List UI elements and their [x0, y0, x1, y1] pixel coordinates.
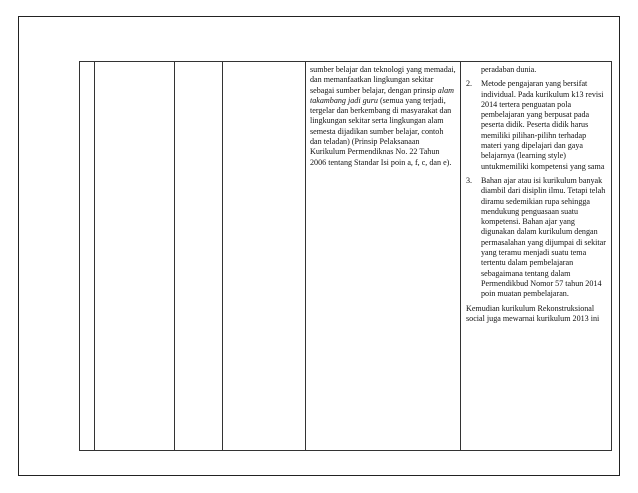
numbered-list: [466, 79, 608, 299]
cell-description: [305, 62, 460, 168]
column-divider: [174, 62, 175, 450]
list-lead-text: peradaban dunia.: [481, 65, 537, 74]
cell-description-text: sumber belajar dan teknologi yang memadai, dan memanfaatkan lingkungan sekitar sebagai sumber belajar, dengan prinsip: [310, 65, 456, 95]
principle-italic-text: alam takambang jadi guru: [310, 85, 454, 105]
column-divider: [94, 62, 95, 450]
list-item-text: Metode pengajaran yang bersifat individual. Pada kurikulum k13 revisi 2014 tertera penguatan pola pembelajaran yang berpusat pada peserta didik. Peserta didik harus memiliki pilihan-pilihn terhadap materi yang dipelajari dan gaya belajarnya (learning style) untukmemiliki kompetensi yang sama: [481, 79, 605, 171]
list-item: [466, 79, 608, 172]
list-item-number: 2.: [466, 79, 473, 89]
slide-frame: [18, 16, 620, 476]
list-item-text: Bahan ajar atau isi kurikulum banyak diambil dari disiplin ilmu. Tetapi telah diramu sedemikian rupa sehingga mendukung penguasaan suatu kompetensi. Bahan ajar yang digunakan dalam kurikulum dengan permasalahan yang dijumpai di sekitar yang teramu menjadi suatu tema tertentu dalam pembelajaran sebagaimana tentang dalam Permendikbud Nomor 57 tahun 2014 poin muatan pembelajaran.: [481, 175, 606, 299]
list-item: [466, 176, 608, 300]
curriculum-table: [79, 61, 612, 451]
cell-analysis: [461, 62, 611, 324]
closing-note: Kemudian kurikulum Rekonstruksional social juga mewarnai kurikulum 2013 ini: [466, 303, 600, 323]
column-divider: [222, 62, 223, 450]
cell-description-text-continued: (semua yang terjadi, tergelar dan berkembang di masyarakat dan lingkungan sekitar serta lingkungan alam semesta dijadikan sumber belajar, contoh dan teladan) (Prinsip Pelaksanaan Kurikulum Permendiknas No. 22 Tahun 2006 tentang Standar Isi poin a, f, c, dan e).: [310, 95, 452, 167]
list-item-number: 3.: [466, 175, 473, 185]
